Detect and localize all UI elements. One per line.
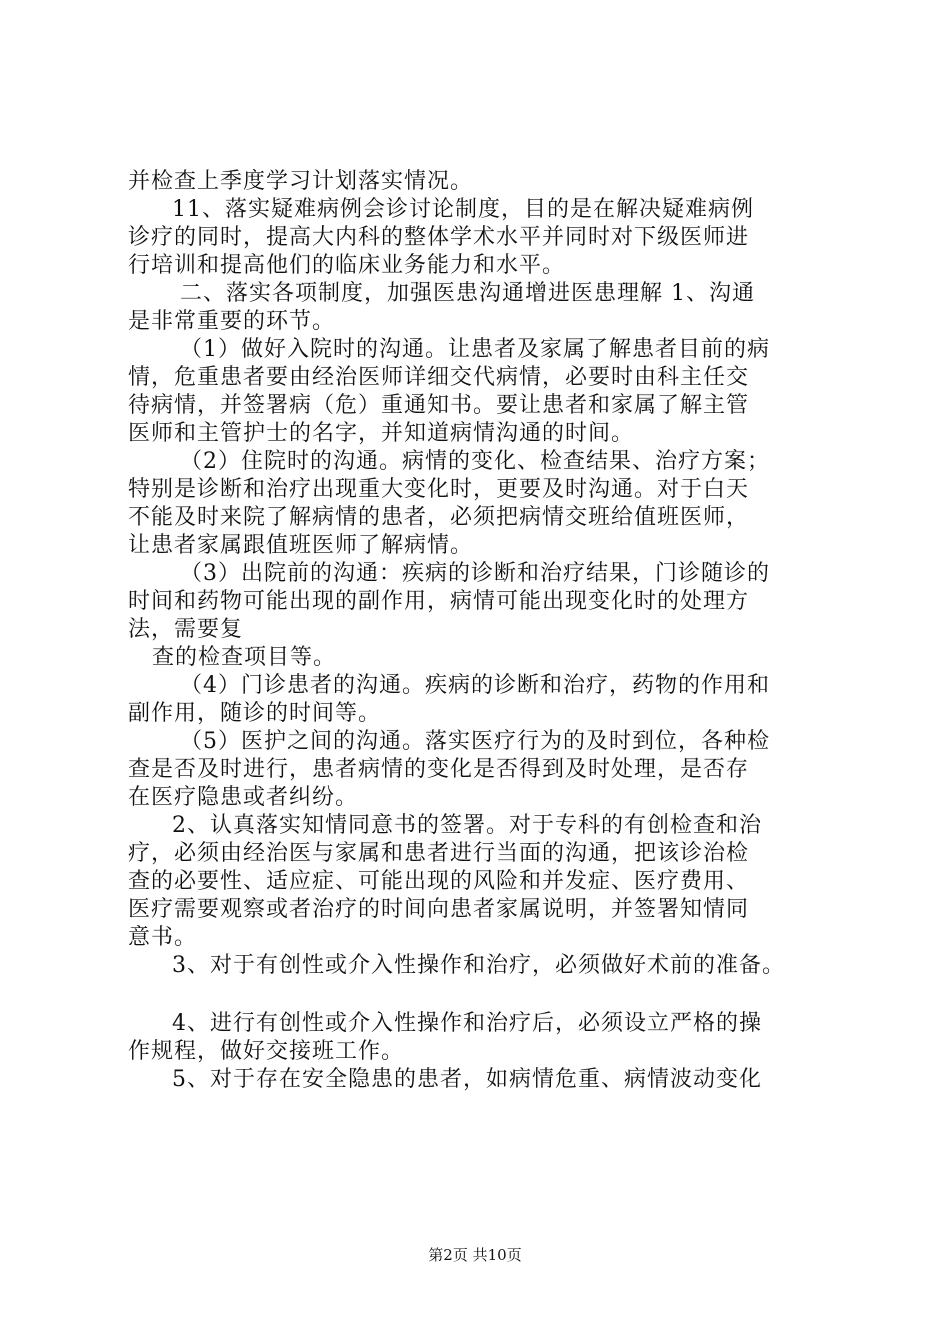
text-line: 4、进行有创性或介入性操作和治疗后，必须设立严格的操	[172, 1011, 762, 1036]
text-line: 情，危重患者要由经治医师详细交代病情，必要时由科主任交	[128, 365, 750, 390]
text-line: 医师和主管护士的名字，并知道病情沟通的时间。	[128, 421, 635, 446]
text-line: 医疗需要观察或者治疗的时间向患者家属说明，并签署知情同	[128, 897, 750, 922]
text-line: 待病情，并签署病（危）重通知书。要让患者和家属了解主管	[128, 393, 750, 418]
text-line: 意书。	[128, 925, 198, 950]
document-body	[128, 168, 840, 1094]
text-line: 法，需要复	[128, 617, 244, 642]
text-line: 作规程，做好交接班工作。	[128, 1039, 405, 1064]
text-line: 是非常重要的环节。	[128, 309, 336, 334]
paragraph-gap	[128, 980, 840, 1010]
text-line: 2、认真落实知情同意书的签署。对于专科的有创检查和治	[172, 813, 762, 838]
text-line: 诊疗的同时，提高大内科的整体学术水平并同时对下级医师进	[128, 225, 750, 250]
text-line: （1）做好入院时的沟通。让患者及家属了解患者目前的病	[180, 337, 770, 362]
text-line: （5）医护之间的沟通。落实医疗行为的及时到位，各种检	[180, 729, 770, 754]
text-line: 时间和药物可能出现的副作用，病情可能出现变化时的处理方	[128, 589, 750, 614]
text-line: 让患者家属跟值班医师了解病情。	[128, 533, 474, 558]
text-line: 查的检查项目等。	[152, 645, 337, 670]
text-line: 在医疗隐患或者纠纷。	[128, 785, 359, 810]
text-line: 副作用，随诊的时间等。	[128, 701, 382, 726]
text-line: （3）出院前的沟通：疾病的诊断和治疗结果，门诊随诊的	[180, 561, 770, 586]
text-line: 并检查上季度学习计划落实情况。	[128, 169, 474, 194]
text-line: （2）住院时的沟通。病情的变化、检查结果、治疗方案；	[180, 449, 770, 474]
text-line: 11、落实疑难病例会诊讨论制度，目的是在解决疑难病例	[172, 197, 754, 222]
page-footer	[0, 1244, 950, 1265]
text-line: 二、落实各项制度，加强医患沟通增进医患理解 1、沟通	[180, 281, 755, 306]
text-line: （4）门诊患者的沟通。疾病的诊断和治疗，药物的作用和	[180, 673, 770, 698]
text-line: 查是否及时进行，患者病情的变化是否得到及时处理，是否存	[128, 757, 750, 782]
text-line: 特别是诊断和治疗出现重大变化时，更要及时沟通。对于白天	[128, 477, 750, 502]
text-line: 查的必要性、适应症、可能出现的风险和并发症、医疗费用、	[128, 869, 750, 894]
text-line: 5、对于存在安全隐患的患者，如病情危重、病情波动变化	[172, 1067, 762, 1092]
page-number-label: 第2页 共10页	[428, 1246, 522, 1264]
text-line: 3、对于有创性或介入性操作和治疗，必须做好术前的准备。	[172, 953, 785, 978]
text-line: 不能及时来院了解病情的患者，必须把病情交班给值班医师，	[128, 505, 750, 530]
text-line: 行培训和提高他们的临床业务能力和水平。	[128, 253, 566, 278]
text-line: 疗，必须由经治医与家属和患者进行当面的沟通，把该诊治检	[128, 841, 750, 866]
